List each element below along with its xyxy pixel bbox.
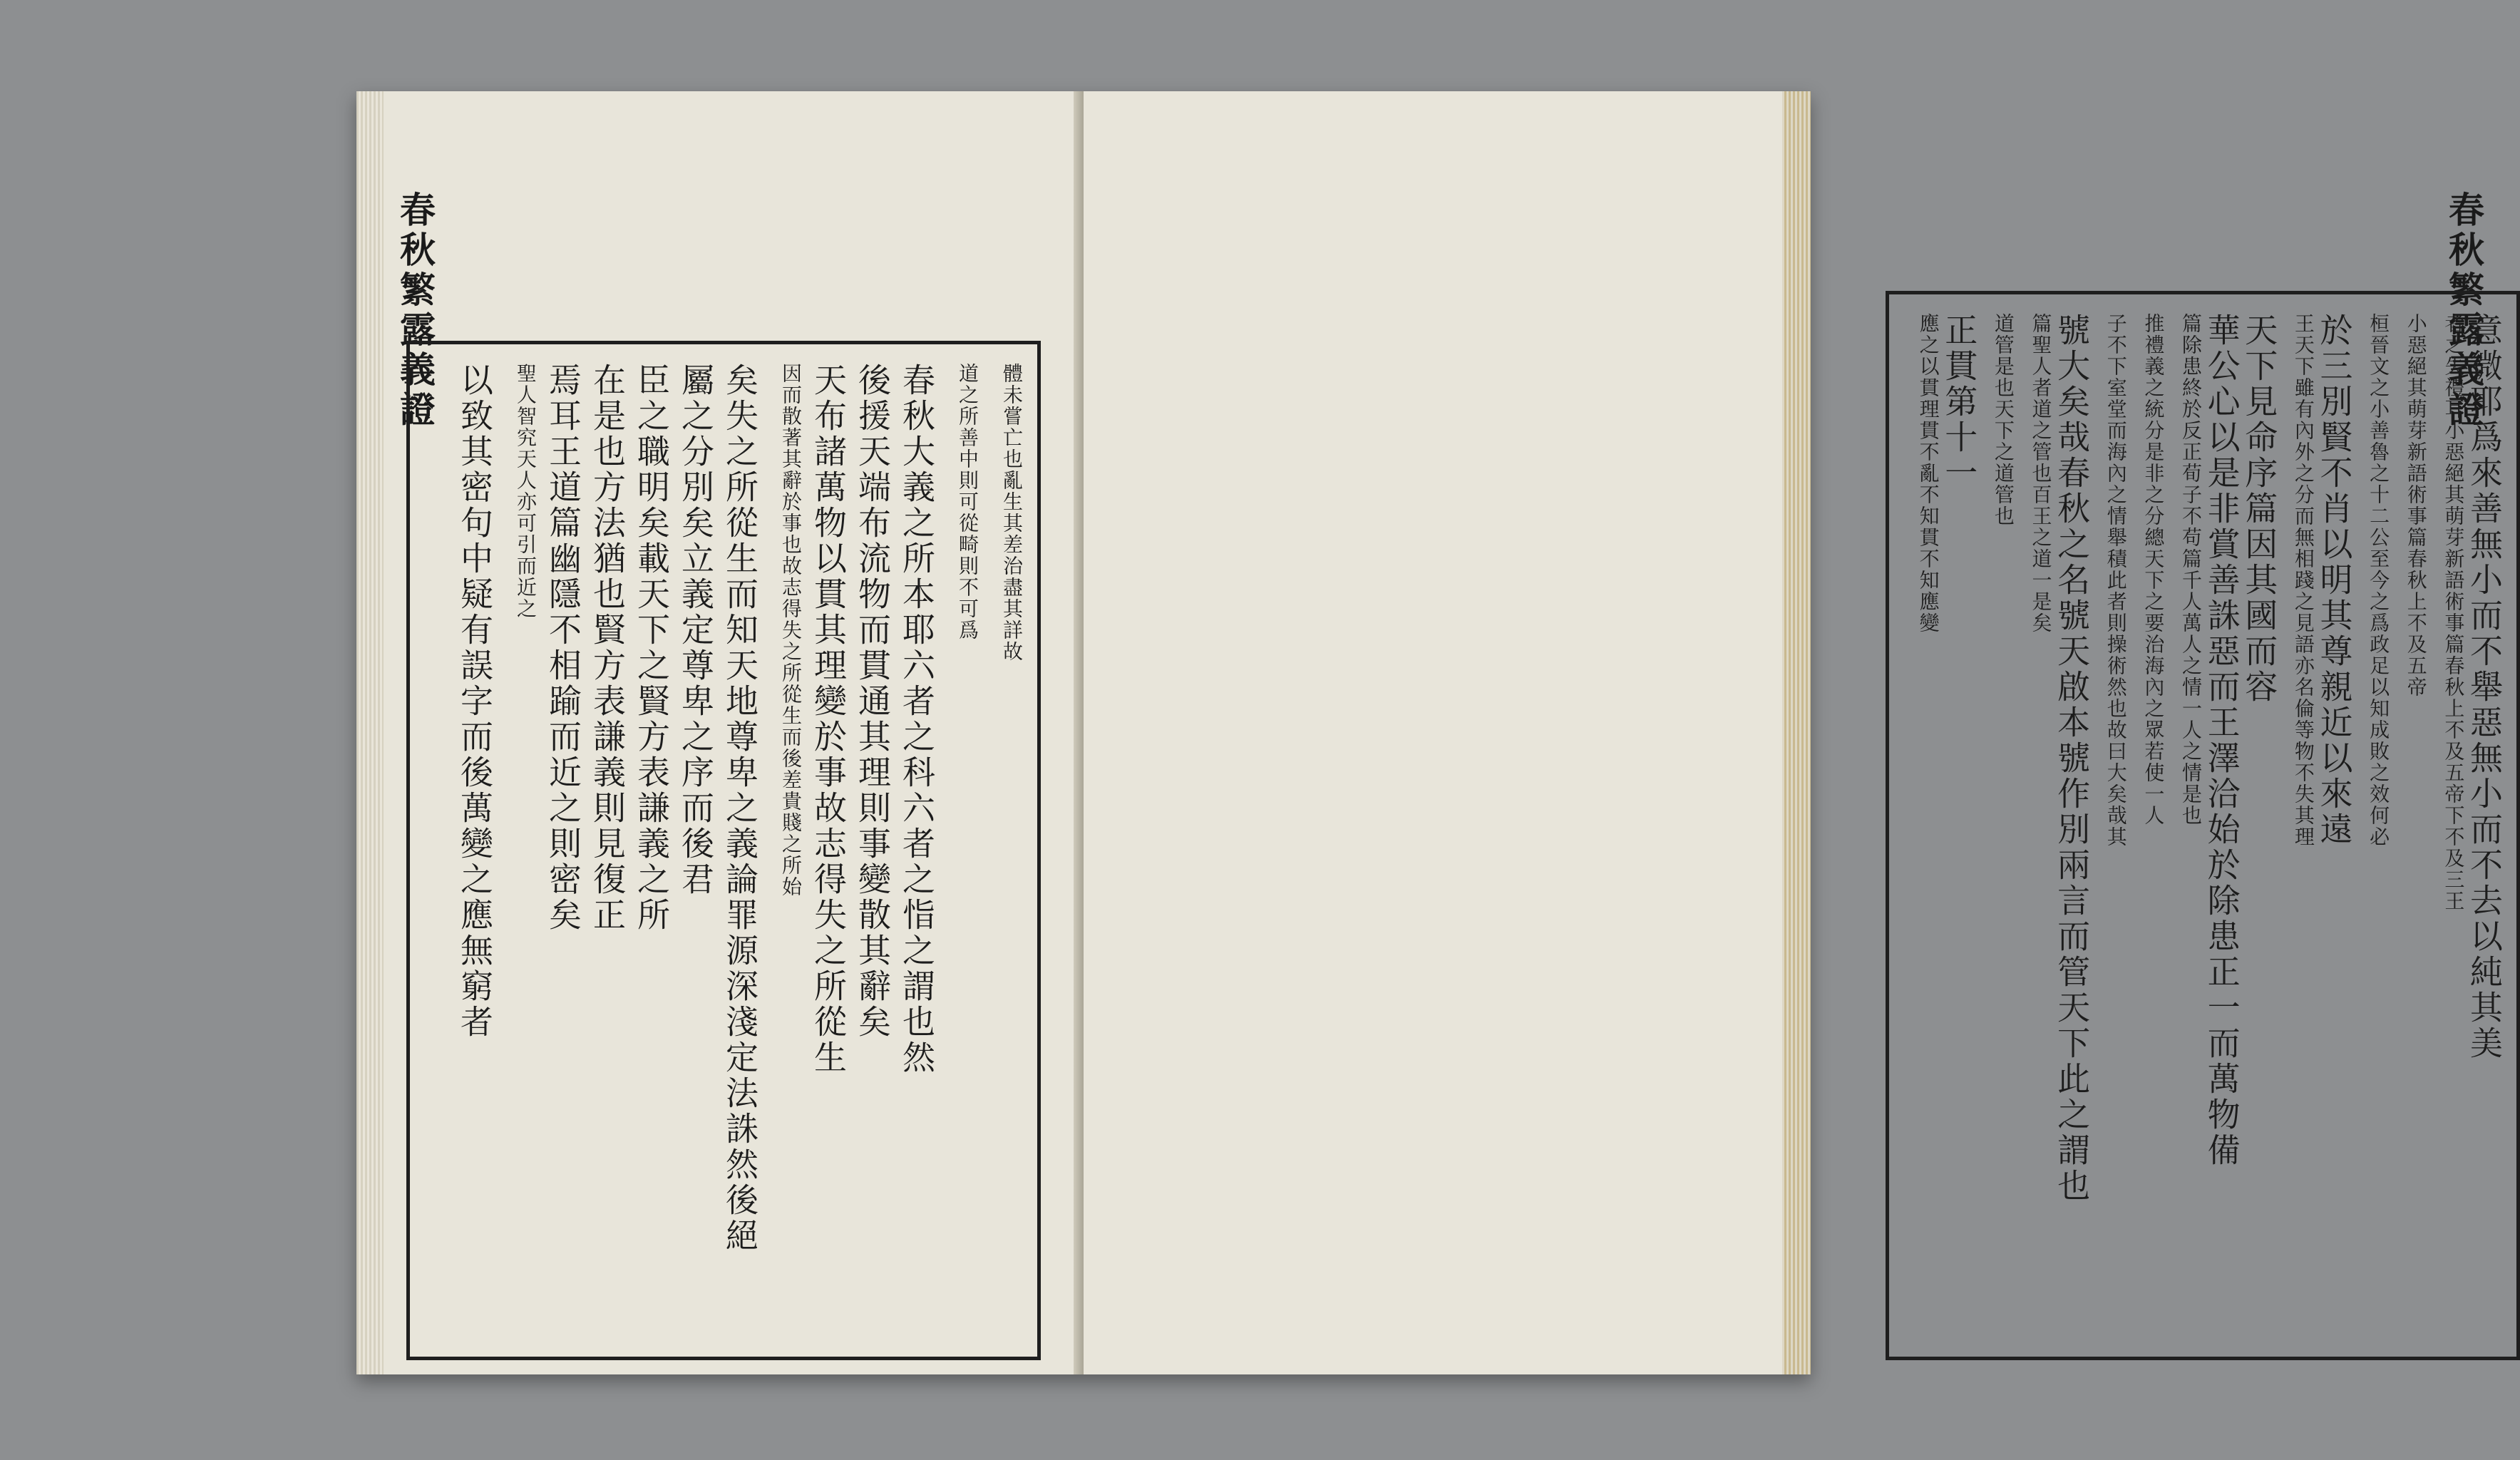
text-column: 應之以貫理貫不亂不知貫不知應變 bbox=[1916, 313, 1940, 634]
text-column: 華公心以是非賞善誅惡而王澤洽始於除患正一而萬物備 bbox=[2202, 313, 2241, 1168]
text-column: 者之失禮耳小惡絕其萌芽新語術事篇春秋上不及五帝下不及三王 bbox=[2442, 313, 2466, 912]
text-column: 體未嘗亡也亂生其差治盡其詳故 bbox=[1000, 363, 1024, 662]
text-column: 道管是也天下之道管也 bbox=[1991, 313, 2015, 527]
text-column: 天布諸萬物以貫其理變於事故志得失之所從生 bbox=[809, 363, 848, 1076]
left-margin-title: 春秋繁露義證 bbox=[394, 191, 436, 431]
text-column: 春秋大義之所本耶六者之科六者之恉之謂也然 bbox=[898, 363, 936, 1076]
right-margin-title: 春秋繁露義證 bbox=[2443, 191, 2485, 431]
right-text-columns bbox=[1905, 313, 2504, 1338]
text-column: 以致其密句中疑有誤字而後萬變之應無窮者 bbox=[456, 363, 494, 1040]
left-text-columns bbox=[426, 363, 1022, 1338]
open-book bbox=[356, 91, 2504, 1374]
right-text-frame bbox=[1886, 291, 2520, 1360]
text-column: 子不下室堂而海內之情舉積此者則操術然也故曰大矣哉其 bbox=[2104, 313, 2128, 848]
text-column: 桓晉文之小善魯之十二公至今之爲政足以知成敗之效何必 bbox=[2367, 313, 2391, 848]
text-column: 天下見命序篇因其國而容 bbox=[2240, 313, 2279, 705]
text-column: 篇除患終於反正荀子不苟篇千人萬人之情一人之情是也 bbox=[2179, 313, 2203, 826]
text-column: 因而散著其辭於事也故志得失之所從生而後差貴賤之所始 bbox=[779, 363, 803, 898]
text-column: 聖人智究天人亦可引而近之 bbox=[514, 363, 538, 620]
text-column: 王天下雖有內外之分而無相踐之見語亦名倫等物不失其理 bbox=[2291, 313, 2315, 848]
text-column: 焉耳王道篇幽隱不相踰而近之則密矣 bbox=[544, 363, 582, 933]
text-column: 屬之分別矣立義定尊卑之序而後君 bbox=[677, 363, 715, 898]
left-text-frame bbox=[406, 341, 1041, 1360]
text-column: 正貫第十一 bbox=[1940, 313, 1979, 491]
text-column: 道之所善中則可從畸則不可爲 bbox=[956, 363, 979, 641]
text-column: 後援天端布流物而貫通其理則事變散其辭矣 bbox=[853, 363, 892, 1040]
right-page-edges bbox=[1782, 91, 1811, 1374]
left-page-edges bbox=[356, 91, 384, 1374]
left-page bbox=[356, 91, 1084, 1374]
text-column: 推禮義之統分是非之分總天下之要治海內之眾若使一人 bbox=[2141, 313, 2166, 826]
text-column: 矣失之所從生而知天地尊卑之義論罪源深淺定法誅然後絕 bbox=[721, 363, 759, 1254]
text-column: 在是也方法猶也賢方表謙義則見復正 bbox=[588, 363, 627, 933]
text-column: 號大矣哉春秋之名號天啟本號作別兩言而管天下此之謂也 bbox=[2052, 313, 2092, 1204]
text-column: 篇聖人者道之管也百王之道一是矣 bbox=[2029, 313, 2053, 634]
text-column: 於三別賢不肖以明其尊親近以來遠 bbox=[2315, 313, 2354, 848]
text-column: 意微耶爲來善無小而不舉惡無小而不去以純其美 bbox=[2465, 313, 2504, 1061]
text-column: 臣之職明矣載天下之賢方表謙義之所 bbox=[632, 363, 671, 933]
text-column: 小惡絕其萌芽新語術事篇春秋上不及五帝 bbox=[2404, 313, 2428, 698]
right-page bbox=[1084, 91, 2504, 1374]
